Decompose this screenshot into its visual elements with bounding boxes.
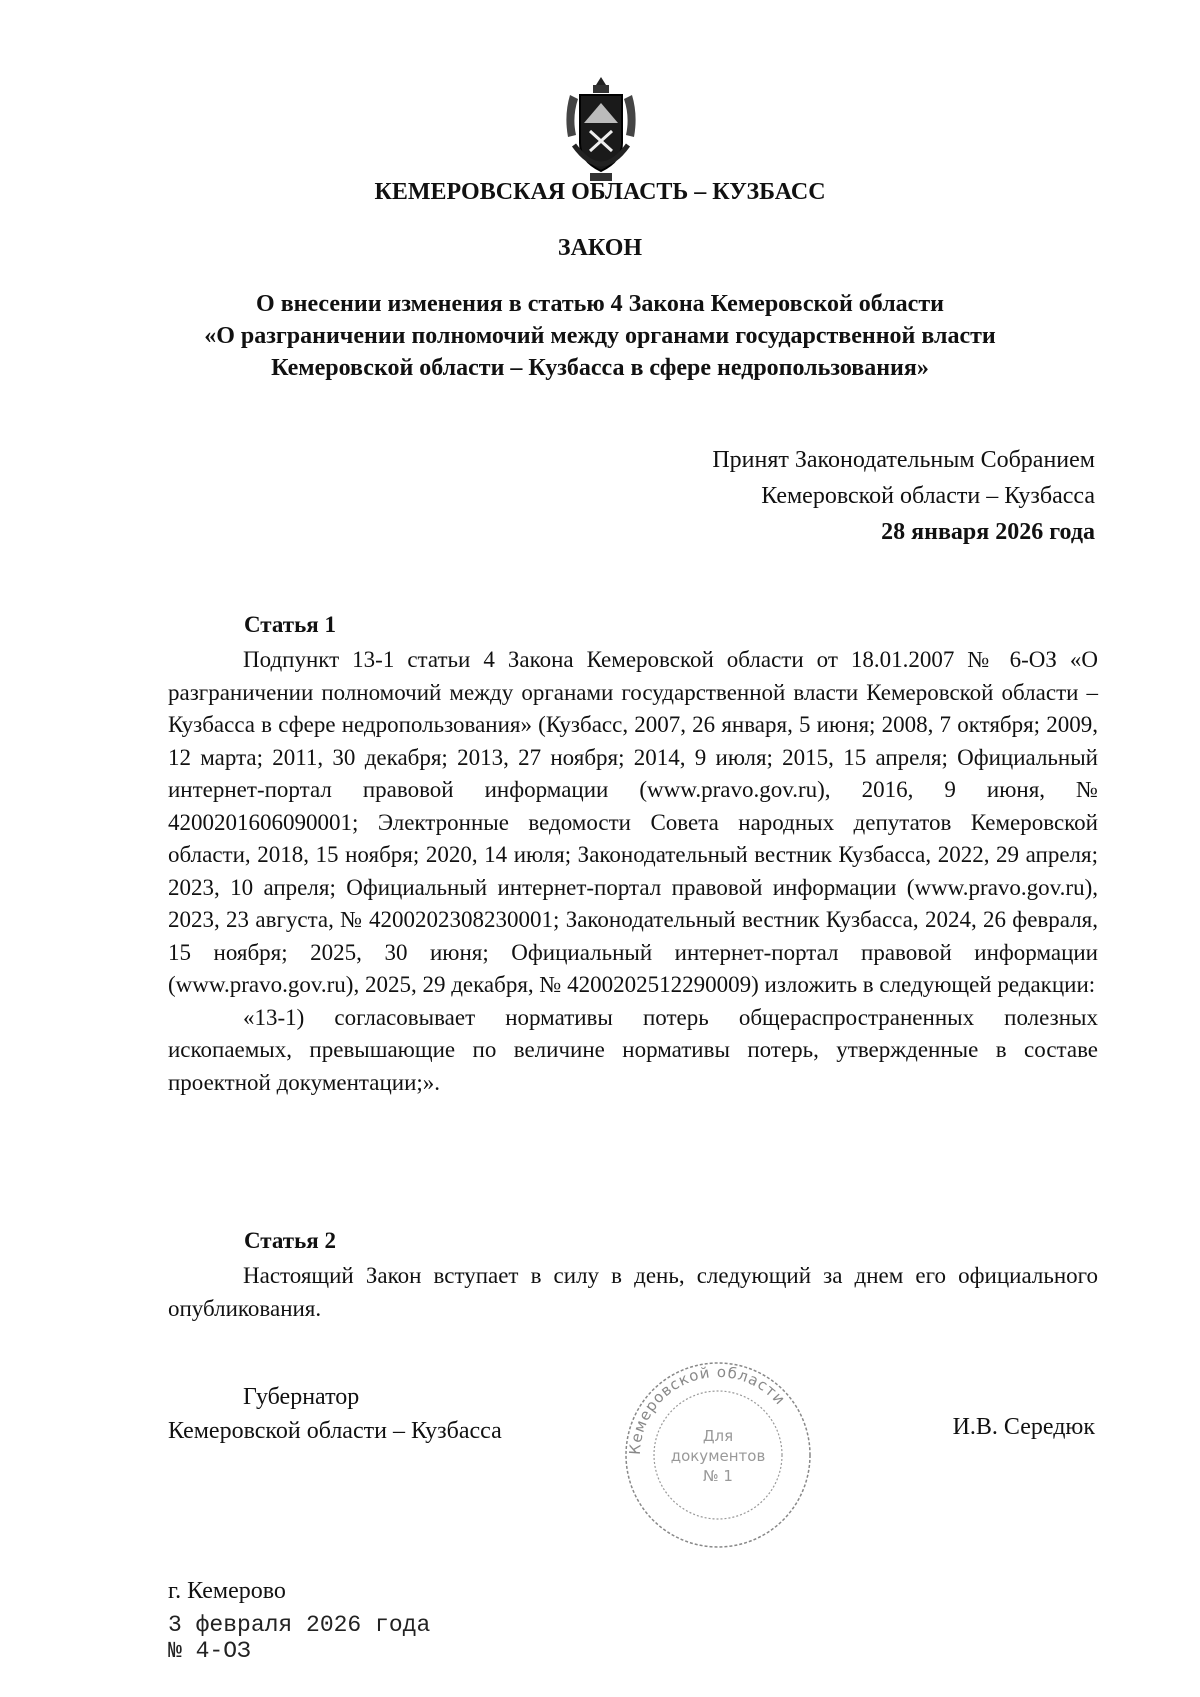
seal-inner-line-3: № 1: [703, 1467, 733, 1485]
law-number: № 4-ОЗ: [168, 1638, 251, 1664]
seal-inner-line-2: документов: [670, 1447, 766, 1465]
signatory-position: [168, 1380, 502, 1448]
article-2-body: [168, 1260, 1098, 1325]
issue-date: 3 февраля 2026 года: [168, 1612, 431, 1638]
issue-place: г. Кемерово: [168, 1578, 286, 1604]
law-title-line-2: «О разграничении полномочий между органами государственной власти: [204, 323, 996, 349]
coat-of-arms-icon: [560, 75, 642, 183]
seal-inner-line-1: Для: [702, 1427, 734, 1445]
signatory-position-line-2: Кемеровской области – Кузбасса: [168, 1418, 502, 1444]
adoption-block: [712, 442, 1095, 550]
article-1-quote: «13-1) согласовывает нормативы потерь общераспространенных полезных ископаемых, превышающие по величине нормативы потерь, утвержденные в составе проектной документации;».: [168, 1004, 1098, 1095]
law-title-line-3: Кемеровской области – Кузбасса в сфере недропользования»: [271, 355, 929, 381]
region-heading: КЕМЕРОВСКАЯ ОБЛАСТЬ – КУЗБАСС: [374, 179, 826, 205]
signatory-position-line-1: Губернатор: [243, 1384, 360, 1410]
article-1-title: Статья 1: [244, 612, 336, 637]
adoption-line-1: Принят Законодательным Собранием: [712, 447, 1095, 473]
article-2-title: Статья 2: [244, 1228, 336, 1253]
official-seal-icon: [618, 1355, 818, 1555]
article-2-text: Настоящий Закон вступает в силу в день, следующий за днем его официального опубликования.: [168, 1263, 1098, 1321]
article-1-text: Подпункт 13-1 статьи 4 Закона Кемеровской области от 18.01.2007 № 6-ОЗ «О разграничении полномочий между органами государственной власти Кемеровской области – Кузбасса в сфере недропользования» (Кузбасс, 2007, 26 января, 5 июня; 2008, 7 октября; 2009, 12 марта; 2011, 30 декабря; 2013, 27 ноября; 2014, 9 июля; 2015, 15 апреля; Официальный интернет-портал правовой информации (www.pravo.gov.ru), 2016, 9 июня, № 4200201606090001; Электронные ведомости Совета народных депутатов Кемеровской области, 2018, 15 ноября; 2020, 14 июля; Законодательный вестник Кузбасса, 2022, 29 апреля; 2023, 10 апреля; Официальный интернет-портал правовой информации (www.pravo.gov.ru), 2023, 23 августа, № 4200202308230001; Законодательный вестник Кузбасса, 2024, 26 февраля, 15 ноября; 2025, 30 июня; Официальный интернет-портал правовой информации (www.pravo.gov.ru), 2025, 29 декабря, № 4200202512290009) изложить в следующей редакции:: [168, 647, 1098, 997]
signatory-name: И.В. Середюк: [952, 1414, 1095, 1440]
doc-type-heading: ЗАКОН: [557, 235, 643, 261]
article-1-body: [168, 644, 1098, 1099]
adoption-date: 28 января 2026 года: [881, 519, 1095, 545]
law-title-line-1: О внесении изменения в статью 4 Закона Кемеровской области: [256, 291, 944, 317]
adoption-line-2: Кемеровской области – Кузбасса: [761, 483, 1095, 509]
seal-outer-text: Кемеровской области: [625, 1362, 790, 1456]
